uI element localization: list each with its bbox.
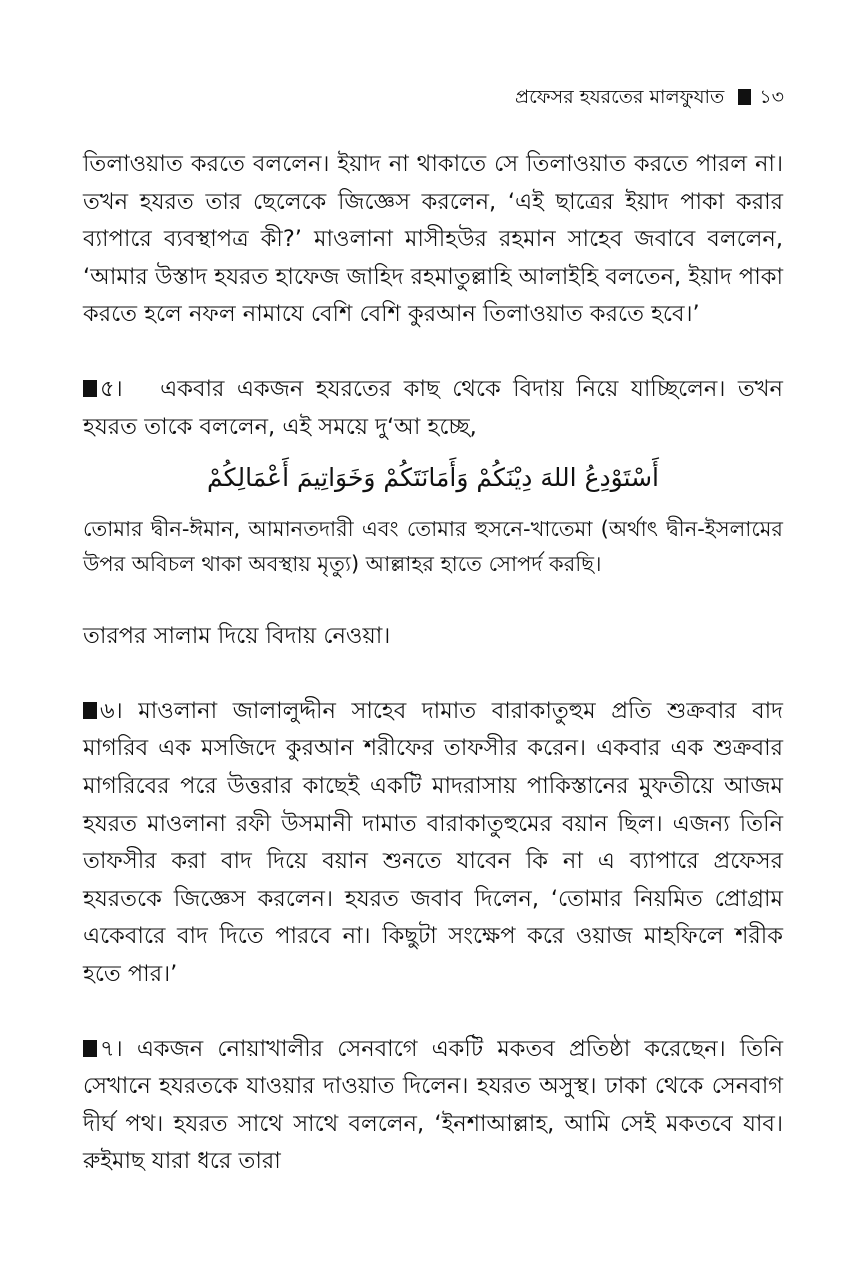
running-header [515,84,784,110]
paragraph-6-number: ৬। [100,697,123,724]
page-number: ১৩ [759,86,784,108]
paragraph-5 [83,371,783,446]
square-bullet-icon [83,1040,97,1057]
paragraph-7 [83,1031,783,1181]
paragraph-7-text: একজন নোয়াখালীর সেনবাগে একটি মকতব প্রতিষ্ঠা করেছেন। তিনি সেখানে হযরতকে যাওয়ার দাওয়াত দিলেন। হযরত অসুস্থ। ঢাকা থেকে সেনবাগ দীর্ঘ পথ। হযরত সাথে সাথে বললেন, ‘ইনশাআল্লাহ, আমি সেই মকতবে যাব। রুইমাছ যারা ধরে তারা [83,1035,784,1175]
square-bullet-icon [83,702,97,719]
square-bullet-icon [83,380,97,397]
header-title: প্রফেসর হযরতের মালফুযাত [514,86,725,108]
paragraph-continued: তিলাওয়াত করতে বললেন। ইয়াদ না থাকাতে সে তিলাওয়াত করতে পারল না। তখন হযরত তার ছেলেকে জিজ্ঞেস করলেন, ‘এই ছাত্রের ইয়াদ পাকা করার ব্যাপারে ব্যবস্থাপত্র কী?’ মাওলানা মাসীহউর রহমান সাহেব জবাবে বললেন, ‘আমার উস্তাদ হযরত হাফেজ জাহিদ রহমাতুল্লাহি আলাইহি বলতেন, ইয়াদ পাকা করতে হলে নফল নামাযে বেশি বেশি কুরআন তিলাওয়াত করতে হবে।’ [83,151,783,328]
arabic-dua: أَسْتَوْدِعُ اللهَ دِيْنَكُمْ وَأَمَانَتَكُمْ وَخَوَاتِيمَ أَعْمَالِكُمْ [207,463,659,493]
paragraph-5-closing: তারপর সালাম দিয়ে বিদায় নেওয়া। [83,623,391,650]
paragraph-5-number: ৫। [100,375,123,402]
paragraph-6-text: মাওলানা জালালুদ্দীন সাহেব দামাত বারাকাতুহুম প্রতি শুক্রবার বাদ মাগরিব এক মসজিদে কুরআন শরীফের তাফসীর করেন। একবার এক শুক্রবার মাগরিবের পরে উত্তরার কাছেই একটি মাদরাসায় পাকিস্তানের মুফতীয়ে আজম হযরত মাওলানা রফী উসমানী দামাত বারাকাতুহুমের বয়ান ছিল। এজন্য তিনি তাফসীর করা বাদ দিয়ে বয়ান শুনতে যাবেন কি না এ ব্যাপারে প্রফেসর হযরতকে জিজ্ঞেস করলেন। হযরত জবাব দিলেন, ‘তোমার নিয়মিত প্রোগ্রাম একেবারে বাদ দিতে পারবে না। কিছুটা সংক্ষেপ করে ওয়াজ মাহফিলে শরীক হতে পার।’ [83,697,783,987]
page-content [83,146,783,1181]
paragraph-5-text: একবার একজন হযরতের কাছ থেকে বিদায় নিয়ে যাচ্ছিলেন। তখন হযরত তাকে বললেন, এই সময়ে দু‘আ হচ্ছে, [83,375,783,440]
paragraph-6 [83,693,783,994]
square-bullet-icon [738,89,751,105]
dua-translation: তোমার দ্বীন-ঈমান, আমানতদারী এবং তোমার হুসনে-খাতেমা (অর্থাৎ দ্বীন-ইসলামের উপর অবিচল থাকা অবস্থায় মৃত্যু) আল্লাহর হাতে সোপর্দ করছি। [83,517,783,576]
paragraph-7-number: ৭। [100,1035,123,1062]
